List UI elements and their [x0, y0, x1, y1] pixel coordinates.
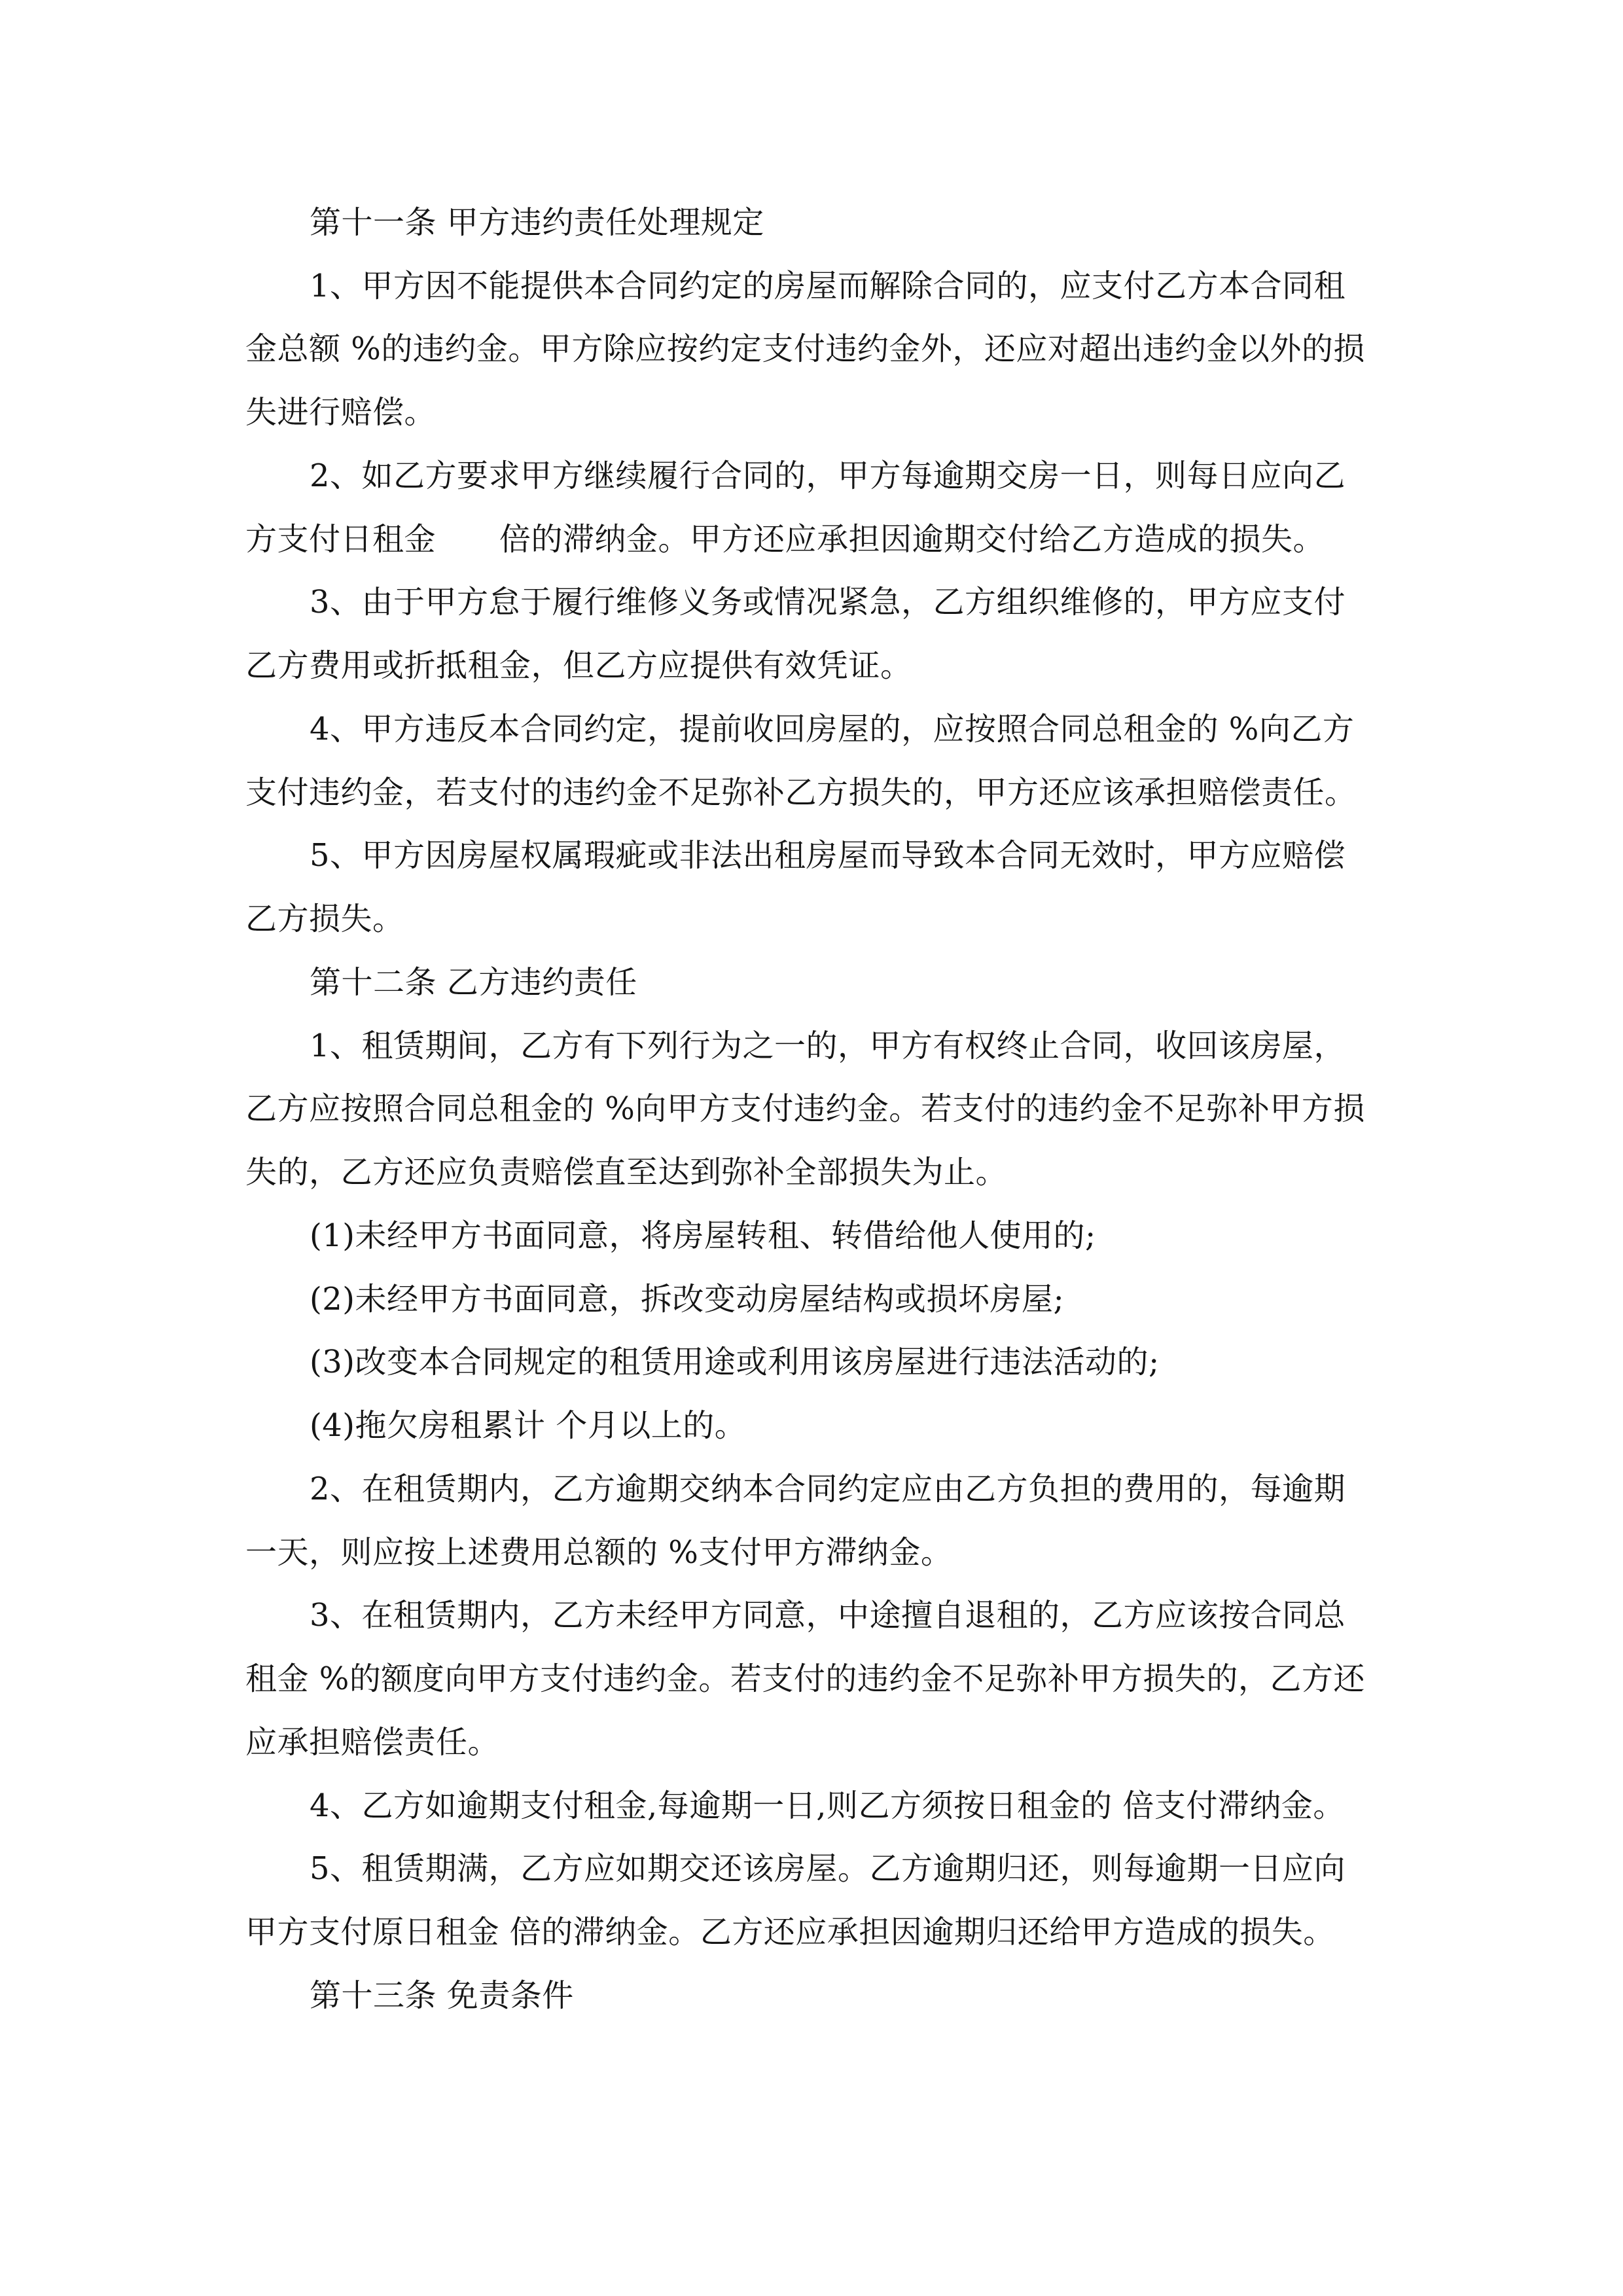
paragraph-line: 方支付日租金 倍的滞纳金。甲方还应承担因逾期交付给乙方造成的损失。	[245, 521, 1325, 558]
list-item: (4)拖欠房租累计 个月以上的。	[310, 1407, 747, 1444]
paragraph-line: 1、甲方因不能提供本合同约定的房屋而解除合同的，应支付乙方本合同租	[310, 268, 1346, 304]
paragraph-line: 甲方支付原日租金 倍的滞纳金。乙方还应承担因逾期归还给甲方造成的损失。	[245, 1914, 1335, 1950]
paragraph-line: 2、在租赁期内，乙方逾期交纳本合同约定应由乙方负担的费用的，每逾期	[310, 1471, 1346, 1507]
paragraph-line: 应承担赔偿责任。	[245, 1724, 500, 1761]
paragraph-line: 3、在租赁期内，乙方未经甲方同意，中途擅自退租的，乙方应该按合同总	[310, 1597, 1346, 1634]
paragraph-line: 5、租赁期满，乙方应如期交还该房屋。乙方逾期归还，则每逾期一日应向	[310, 1850, 1346, 1887]
paragraph-line: 支付违约金，若支付的违约金不足弥补乙方损失的，甲方还应该承担赔偿责任。	[245, 774, 1357, 811]
paragraph-line: 4、乙方如逾期支付租金,每逾期一日,则乙方须按日租金的 倍支付滞纳金。	[310, 1787, 1345, 1824]
paragraph-line: 1、租赁期间，乙方有下列行为之一的，甲方有权终止合同，收回该房屋，	[310, 1028, 1346, 1064]
article-13-heading: 第十三条 免责条件	[310, 1977, 574, 2014]
paragraph-line: 乙方应按照合同总租金的 %向甲方支付违约金。若支付的违约金不足弥补甲方损	[245, 1090, 1365, 1127]
paragraph-line: 失的，乙方还应负责赔偿直至达到弥补全部损失为止。	[245, 1154, 1008, 1191]
paragraph-line: 乙方费用或折抵租金，但乙方应提供有效凭证。	[245, 647, 912, 684]
paragraph-line: 4、甲方违反本合同约定，提前收回房屋的，应按照合同总租金的 %向乙方	[310, 711, 1355, 747]
list-item: (3)改变本合同规定的租赁用途或利用该房屋进行违法活动的;	[310, 1344, 1160, 1380]
paragraph-line: 一天，则应按上述费用总额的 %支付甲方滞纳金。	[245, 1534, 953, 1571]
list-item: (1)未经甲方书面同意，将房屋转租、转借给他人使用的;	[310, 1217, 1096, 1254]
paragraph-line: 乙方损失。	[245, 901, 404, 937]
paragraph-line: 金总额 %的违约金。甲方除应按约定支付违约金外，还应对超出违约金以外的损	[245, 331, 1365, 367]
article-11-heading: 第十一条 甲方违约责任处理规定	[310, 204, 764, 241]
paragraph-line: 3、由于甲方怠于履行维修义务或情况紧急，乙方组织维修的，甲方应支付	[310, 584, 1346, 620]
paragraph-line: 2、如乙方要求甲方继续履行合同的，甲方每逾期交房一日，则每日应向乙	[310, 457, 1346, 494]
paragraph-line: 5、甲方因房屋权属瑕疵或非法出租房屋而导致本合同无效时，甲方应赔偿	[310, 837, 1346, 874]
paragraph-line: 租金 %的额度向甲方支付违约金。若支付的违约金不足弥补甲方损失的，乙方还	[245, 1660, 1365, 1697]
list-item: (2)未经甲方书面同意，拆改变动房屋结构或损坏房屋;	[310, 1281, 1065, 1318]
article-12-heading: 第十二条 乙方违约责任	[310, 964, 637, 1001]
paragraph-line: 失进行赔偿。	[245, 394, 437, 431]
